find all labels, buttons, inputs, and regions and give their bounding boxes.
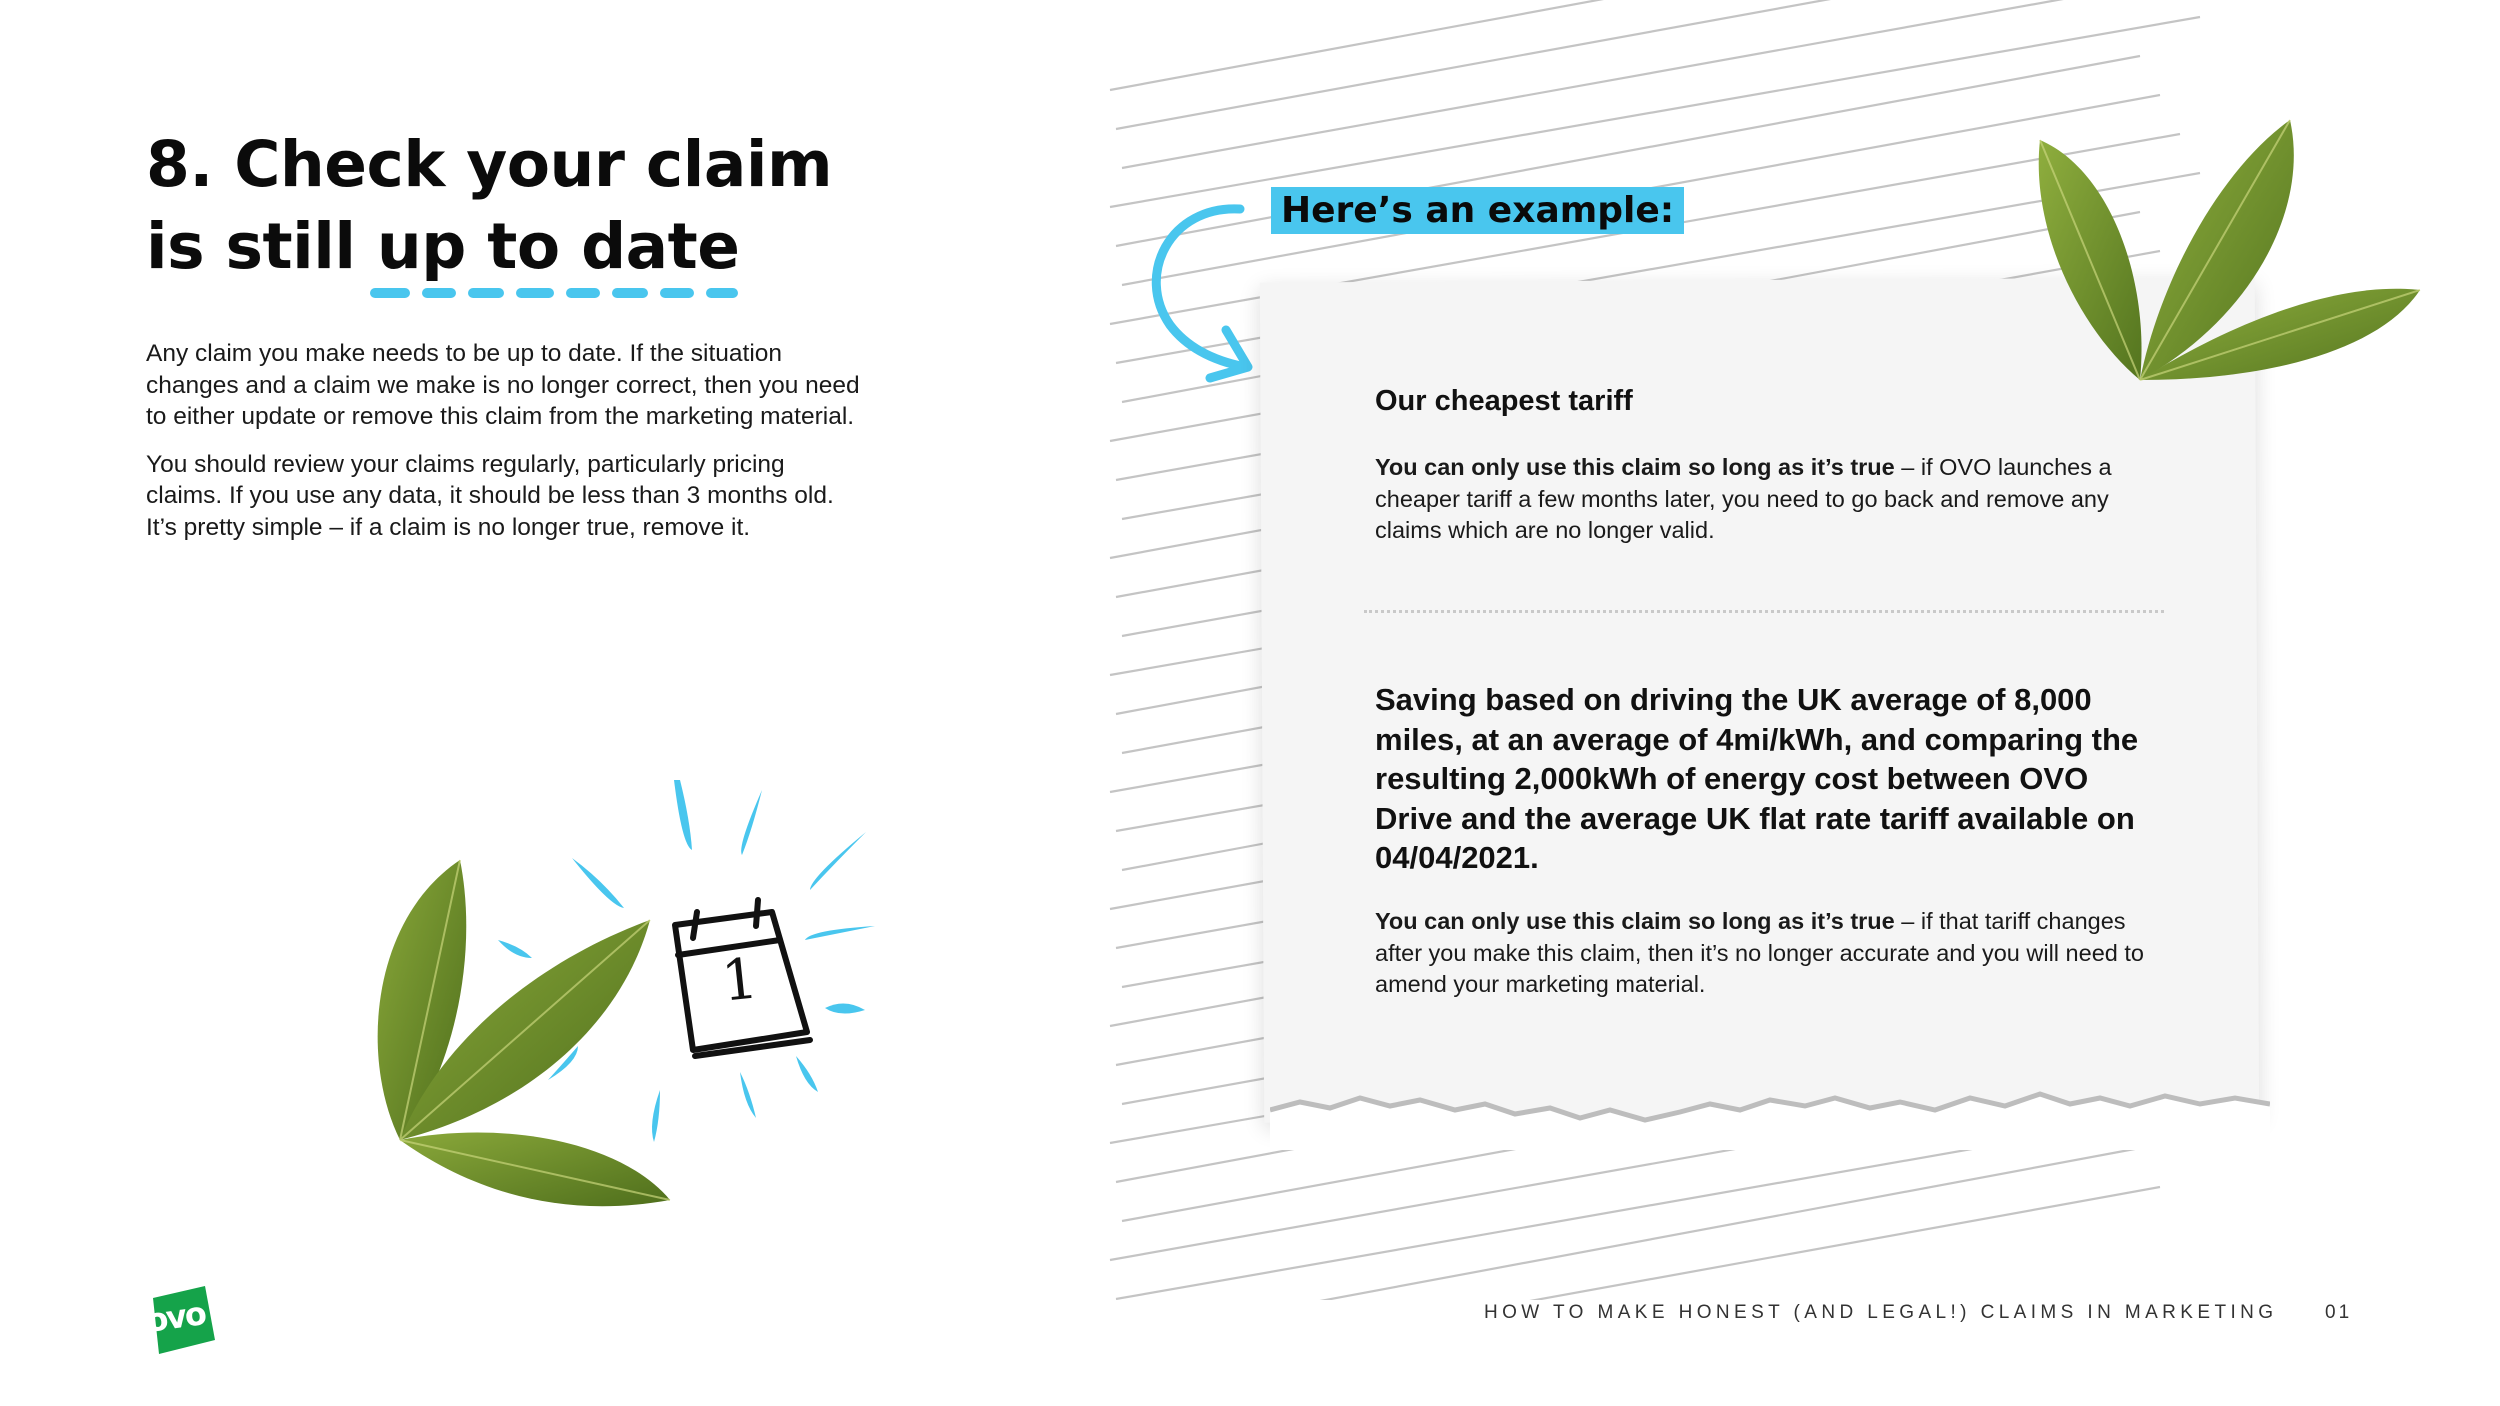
- hatch-line: [1122, 1148, 2140, 1300]
- hatch-line: [1116, 0, 2160, 129]
- saving-claim-text: Saving based on driving the UK average of 8,000 miles, at an average of 4mi/kWh, and comparing the resulting 2,000kWh of energy cost between OVO Drive and the average UK flat rate tariff available on 04/04/2021.: [1375, 682, 2139, 875]
- intro-paragraph-2: You should review your claims regularly, particularly pricing claims. If you use any data, it should be less than 3 months old. It’s pretty simple – if a claim is no longer true, remove it.: [146, 450, 834, 541]
- example-tag-label: Here’s an example:: [1281, 190, 1675, 231]
- torn-paper-edge: [1270, 1080, 2270, 1150]
- calendar-day-number: 1: [718, 946, 761, 1015]
- leaf-cluster: [378, 860, 670, 1206]
- section-heading: [146, 124, 906, 288]
- page-number: 01: [2325, 1302, 2353, 1323]
- intro-text: [146, 338, 866, 559]
- card-title: Our cheapest tariff: [1375, 385, 1633, 417]
- claim-note-2-bold: You can only use this claim so long as it’s true: [1375, 908, 1895, 934]
- claim-note-2: [1375, 906, 2175, 1001]
- intro-paragraph-1: Any claim you make needs to be up to date. If the situation changes and a claim we make is no longer correct, then you need to either update or remove this claim from the marketing material.: [146, 340, 860, 430]
- ovo-logo-text: ovo: [143, 1294, 208, 1340]
- claim-note-2-rest: – if that tariff changes after you make this claim, then it’s no longer accurate and you will need to amend your marketing material.: [1375, 908, 2144, 997]
- hatch-line: [1110, 1187, 2160, 1300]
- claim-note-1-rest: – if OVO launches a cheaper tariff a few months later, you need to go back and remove any claims which are no longer valid.: [1375, 454, 2112, 543]
- curved-arrow-icon: [1140, 195, 1270, 395]
- heading-line-1: 8. Check your claim: [146, 128, 833, 201]
- claim-note-1-bold: You can only use this claim so long as it’s true: [1375, 454, 1895, 480]
- heading-line-2: is still up to date: [146, 210, 740, 283]
- claim-note-1: [1375, 452, 2175, 547]
- leaf-cluster-top-right: [2020, 110, 2440, 400]
- dotted-divider: [1364, 610, 2164, 613]
- leaves-calendar-illustration: [360, 760, 940, 1260]
- footer-title: HOW TO MAKE HONEST (AND LEGAL!) CLAIMS IN MARKETING: [1484, 1302, 2278, 1323]
- blue-dash-underline: [370, 284, 740, 304]
- example-tag: [1271, 187, 1684, 234]
